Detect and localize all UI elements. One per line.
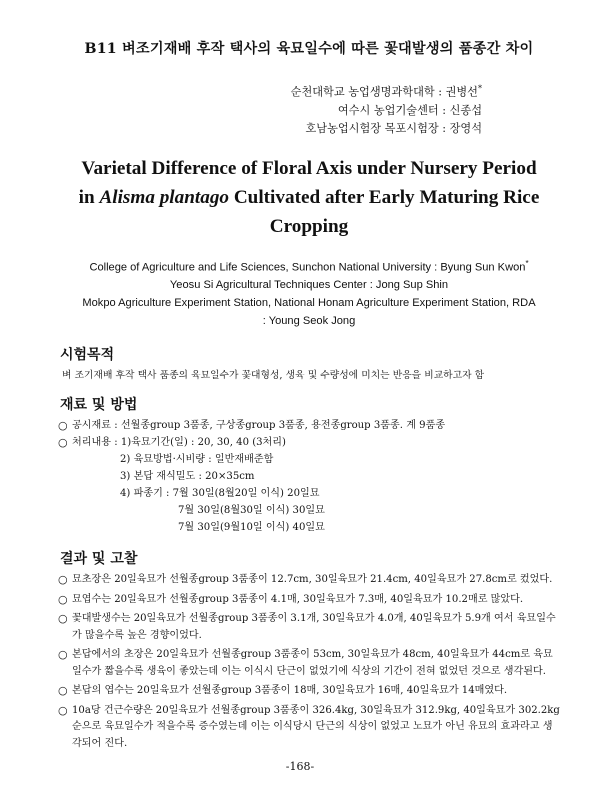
english-title	[58, 154, 560, 241]
english-affiliations	[58, 255, 560, 331]
corresponding-mark-en: *	[525, 258, 529, 268]
results-item	[58, 592, 560, 609]
methods-sub-item-continued: 7월 30일(9월10일 이식) 40일묘	[178, 522, 325, 534]
results-item-text: 본답의 엽수는 20일육묘가 선월종group 3품종이 18매, 30일육묘가 16매, 40일육묘가 14매였다.	[72, 685, 508, 697]
english-affiliation-1	[58, 255, 560, 277]
english-title-prefix: in	[78, 186, 100, 208]
methods-item-text: 처리내용 : 1)육묘기간(일) : 20, 30, 40 (3처리)	[72, 436, 286, 448]
methods-sub-item: 3) 본답 재식밀도 : 20×35cm	[120, 471, 255, 483]
circle-bullet-icon: ○	[58, 648, 68, 662]
results-item	[58, 683, 560, 700]
methods-sub-item-continued: 7월 30일(8월30일 이식) 30일묘	[178, 505, 325, 517]
results-list	[58, 572, 560, 752]
circle-bullet-icon: ○	[58, 703, 68, 717]
results-item	[58, 703, 560, 753]
page-number: -168-	[285, 760, 315, 773]
english-title-line2	[58, 183, 560, 241]
methods-sub-item: 2) 육묘방법·시비량 : 일반재배준함	[120, 454, 274, 466]
methods-item	[58, 435, 560, 452]
results-item-text: 묘엽수는 20일육묘가 선월종group 3품종이 4.1매, 30일육묘가 7.3매, 40일육묘가 10.2매로 많았다.	[72, 593, 524, 605]
results-heading: 결과 및 고찰	[60, 551, 138, 568]
circle-bullet-icon: ○	[58, 612, 68, 626]
results-item	[58, 572, 560, 589]
purpose-text: 벼 조기재배 후작 택사 품종의 육묘일수가 꽃대형성, 생육 및 수량성에 미치는 반응을 비교하고자 함	[62, 370, 485, 382]
korean-author-2: 여수시 농업기술센터 : 신종섭	[337, 103, 482, 117]
methods-heading: 재료 및 방법	[60, 397, 138, 414]
results-item-text: 묘초장은 20일육묘가 선월종group 3품종이 12.7cm, 30일육묘가 21.4cm, 40일육묘가 27.8cm로 컸었다.	[72, 574, 553, 586]
circle-bullet-icon: ○	[58, 419, 68, 433]
methods-list	[58, 418, 560, 451]
circle-bullet-icon: ○	[58, 684, 68, 698]
english-affiliation-1-text: College of Agriculture and Life Sciences, Sunchon National University : Byung Sun Kwon	[89, 261, 526, 274]
korean-author-list	[58, 80, 560, 138]
english-affiliation-4: : Young Seok Jong	[262, 315, 356, 328]
english-affiliation-2: Yeosu Si Agricultural Techniques Center : Jong Sup Shin	[169, 279, 449, 292]
results-item	[58, 611, 560, 644]
results-item-text: 10a당 건근수량은 20일육묘가 선월종group 3품종이 326.4kg, 30일육묘가 312.9kg, 40일육묘가 302.2kg 순으로 육묘일수가 적을수록 증수였는데 이는 이식당시 단근의 식상이 없었고 노묘가 아닌 유묘의 효과라고 생각되어 진다.	[72, 704, 560, 749]
results-item-text: 본답에서의 초장은 20일육묘가 선월종group 3품종이 53cm, 30일육묘가 48cm, 40일육묘가 44cm로 육묘일수가 짧을수록 생육이 좋았는데 이는 이식시 단근이 없었기에 식상의 기간이 전혀 없었던 것으로 생각된다.	[72, 649, 553, 677]
korean-author-1	[58, 80, 482, 102]
corresponding-mark: *	[478, 84, 482, 93]
korean-title: B11 벼조기재배 후작 택사의 육묘일수에 따른 꽃대발생의 품종간 차이	[84, 41, 534, 57]
methods-item-text: 공시재료 : 선월종group 3품종, 구상종group 3품종, 용전종group 3품종. 계 9품종	[72, 420, 446, 432]
circle-bullet-icon: ○	[58, 592, 68, 606]
korean-author-1-text: 순천대학교 농업생명과학대학 : 권병선	[290, 85, 478, 99]
english-affiliation-3: Mokpo Agriculture Experiment Station, National Honam Agriculture Experiment Station, RDA	[82, 297, 536, 310]
circle-bullet-icon: ○	[58, 435, 68, 449]
purpose-heading: 시험목적	[60, 347, 115, 364]
methods-item	[58, 418, 560, 435]
methods-sub-item: 4) 파종기 : 7월 30일(8월20일 이식) 20일묘	[120, 488, 320, 500]
results-item	[58, 647, 560, 680]
circle-bullet-icon: ○	[58, 573, 68, 587]
english-title-suffix: Cultivated after Early Maturing Rice Cropping	[229, 186, 540, 237]
english-title-line1: Varietal Difference of Floral Axis under Nursery Period	[81, 157, 537, 179]
species-name: Alisma plantago	[99, 186, 230, 208]
results-item-text: 꽃대발생수는 20일육묘가 선월종group 3품종이 3.1개, 30일육묘가 4.0개, 40일육묘가 5.9개 여서 육묘일수가 많을수록 높은 경향이었다.	[72, 613, 556, 641]
korean-author-3: 호남농업시험장 목포시험장 : 장영석	[305, 121, 482, 135]
